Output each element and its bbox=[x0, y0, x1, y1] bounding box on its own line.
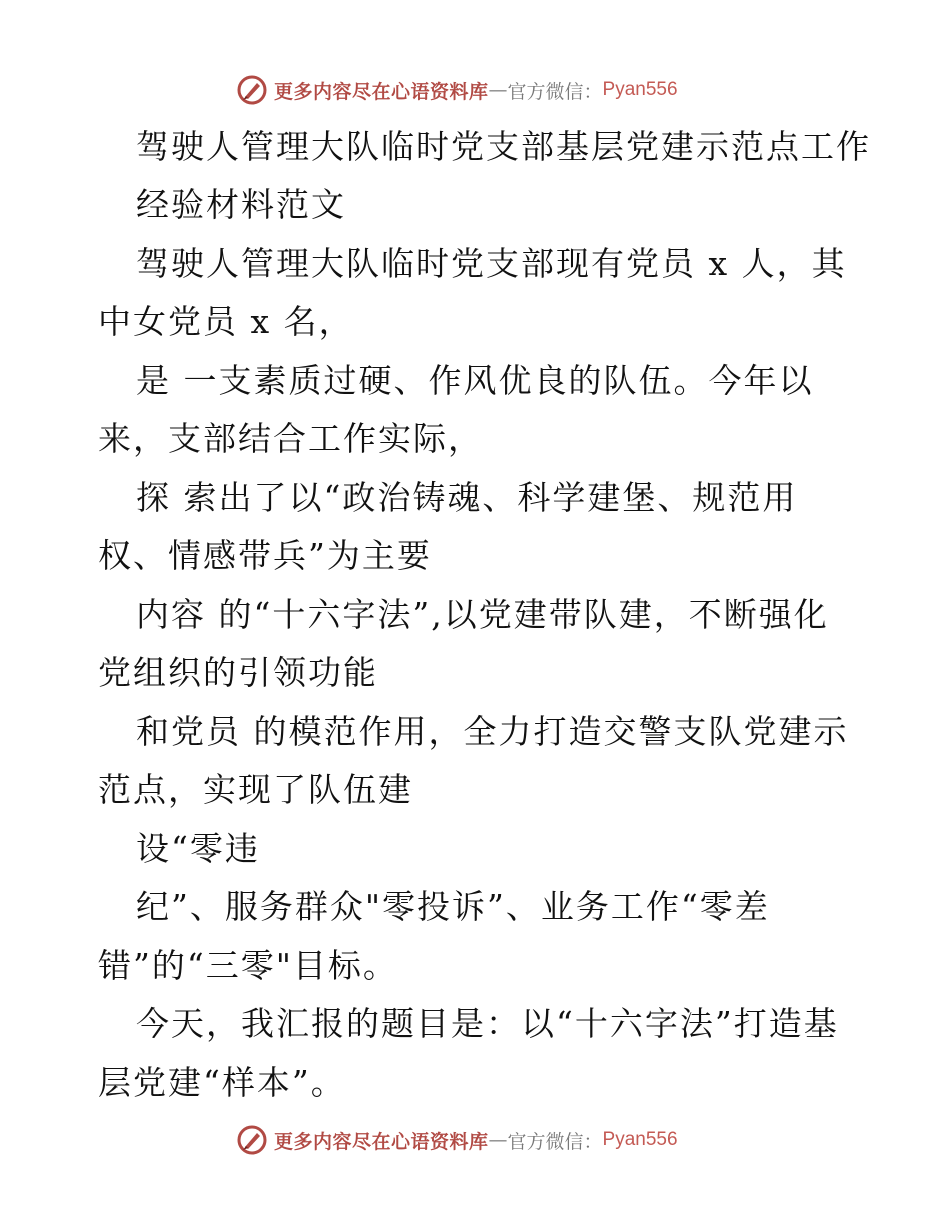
watermark-header bbox=[236, 72, 678, 108]
body-line: 层党建“样本”。 bbox=[98, 1063, 346, 1102]
body-line: 权、情感带兵”为主要 bbox=[98, 536, 432, 575]
watermark-tail: 官方微信： bbox=[507, 80, 603, 103]
body-line: 设“零违 bbox=[136, 829, 260, 868]
body-line: 中女党员 x 名， bbox=[98, 302, 354, 341]
watermark-tail: 官方微信： bbox=[507, 1130, 603, 1153]
watermark-code: Pyan556 bbox=[602, 1129, 678, 1150]
body-line: 来，支部结合工作实际， bbox=[98, 419, 483, 458]
pen-seal-icon bbox=[236, 1124, 268, 1156]
body-line: 驾驶人管理大队临时党支部现有党员 x 人，其 bbox=[136, 244, 847, 283]
watermark-dash: — bbox=[488, 79, 508, 101]
body-line: 错”的“三零"目标。 bbox=[98, 946, 398, 985]
pen-seal-icon bbox=[236, 74, 268, 106]
watermark-code: Pyan556 bbox=[602, 79, 678, 100]
body-line: 党组织的引领功能 bbox=[98, 653, 378, 692]
watermark-lead: 更多内容尽在心语资料库 bbox=[274, 80, 489, 103]
body-line: 今天，我汇报的题目是：以“十六字法”打造基 bbox=[136, 1004, 839, 1043]
title-line-1: 驾驶人管理大队临时党支部基层党建示范点工作 bbox=[136, 127, 871, 166]
title-line-2: 经验材料范文 bbox=[136, 185, 346, 224]
body-line: 探 索出了以“政治铸魂、科学建堡、规范用 bbox=[136, 478, 798, 517]
watermark-footer bbox=[236, 1122, 678, 1158]
body-line: 是 一支素质过硬、作风优良的队伍。今年以 bbox=[136, 361, 814, 400]
body-line: 范点，实现了队伍建 bbox=[98, 770, 413, 809]
body-line: 内容 的“十六字法”,以党建带队建，不断强化 bbox=[136, 595, 829, 634]
watermark-dash: — bbox=[488, 1129, 508, 1151]
body-line: 和党员 的模范作用，全力打造交警支队党建示 bbox=[136, 712, 849, 751]
body-line: 纪”、服务群众"零投诉”、业务工作“零差 bbox=[136, 887, 770, 926]
watermark-lead: 更多内容尽在心语资料库 bbox=[274, 1130, 489, 1153]
